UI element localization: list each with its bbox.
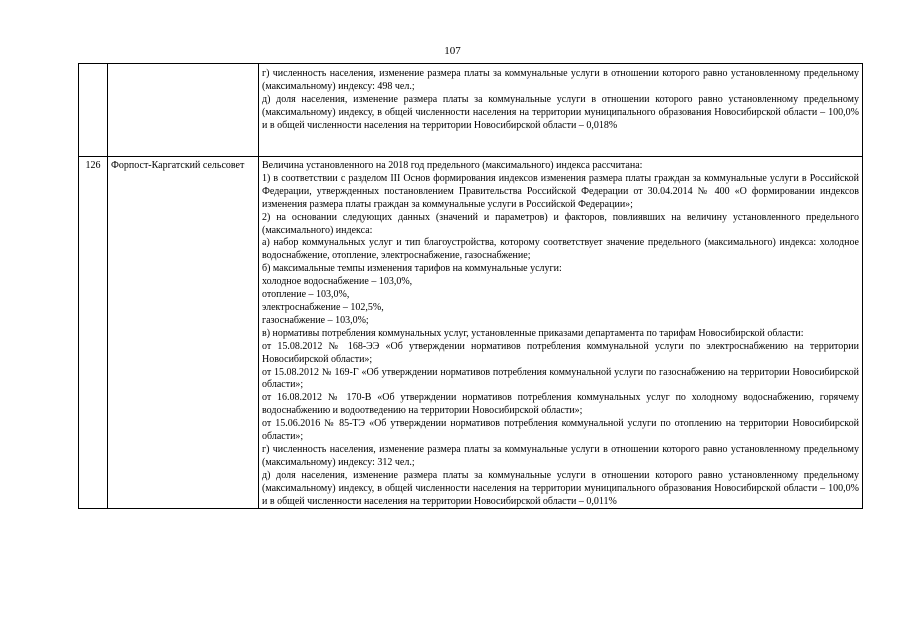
paragraph-item-1: 1) в соответствии с разделом III Основ формирования индексов изменения размера платы граждан за коммунальные услуги в Российской Федерации, утвержденных постановлением Правительства Российской Федерации от 30.04.2014 № 400 «О формировании индексов изменения размера платы граждан за коммунальные услуги в Российской Федерации»;	[262, 172, 859, 210]
paragraph-population-share: д) доля населения, изменение размера платы за коммунальные услуги в отношении которого равно установленному предельному (максимальному) индексу, в общей численности населения на территории муниципального образования Новосибирской области – 100,0% и в общей численности населения на территории Новосибирской области – 0,011%	[262, 469, 859, 507]
paragraph-rate-cold-water: холодное водоснабжение – 103,0%,	[262, 276, 413, 288]
paragraph-services-set: а) набор коммунальных услуг и тип благоустройства, которому соответствует значение предельного (максимального) индекса: холодное водоснабжение, отопление, электроснабжение, газоснабжение;	[262, 237, 859, 262]
paragraph-population-share: д) доля населения, изменение размера платы за коммунальные услуги в отношении которого равно установленному предельному (максимальному) индексу, в общей численности населения на территории муниципального образования Новосибирской области – 100,0% и в общей численности населения на территории Новосибирской области – 0,018%	[262, 93, 859, 131]
row-number-cell	[79, 64, 108, 157]
paragraph-population: г) численность населения, изменение размера платы за коммунальные услуги в отношении которого равно установленному предельному (максимальному) индексу: 312 чел.;	[262, 443, 859, 468]
paragraph-order-85: от 15.06.2016 № 85-ТЭ «Об утверждении нормативов потребления коммунальной услуги по отоплению на территории Новосибирской области»;	[262, 418, 859, 443]
table-row	[79, 64, 863, 157]
paragraph-rate-electricity: электроснабжение – 102,5%,	[262, 301, 384, 313]
table-row	[79, 157, 863, 509]
municipality-name-cell	[108, 64, 259, 157]
paragraph-order-170: от 16.08.2012 № 170-В «Об утверждении нормативов потребления коммунальных услуг по холодному водоснабжению, горячему водоснабжению и водоотведению на территории Новосибирской области»;	[262, 392, 859, 417]
paragraph-rate-heating: отопление – 103,0%,	[262, 289, 350, 301]
paragraph-population: г) численность населения, изменение размера платы за коммунальные услуги в отношении которого равно установленному предельному (максимальному) индексу: 498 чел.;	[262, 68, 859, 92]
paragraph-item-2: 2) на основании следующих данных (значений и параметров) и факторов, повлиявших на величину установленного предельного (максимального) индекса:	[262, 211, 859, 236]
tariff-index-table	[78, 63, 863, 509]
paragraph-order-168: от 15.08.2012 № 168-ЭЭ «Об утверждении нормативов потребления коммунальной услуги по электроснабжению на территории Новосибирской области»;	[262, 340, 859, 365]
page-number: 107	[444, 45, 461, 57]
paragraph-rate-gas: газоснабжение – 103,0%;	[262, 314, 369, 326]
row-number-cell: 126	[79, 157, 108, 509]
paragraph-norms-heading: в) нормативы потребления коммунальных услуг, установленные приказами департамента по тарифам Новосибирской области:	[262, 327, 804, 339]
description-cell	[259, 157, 863, 509]
description-cell	[259, 64, 863, 157]
paragraph-tariff-rates-heading: б) максимальные темпы изменения тарифов на коммунальные услуги:	[262, 263, 562, 275]
paragraph-order-169: от 15.08.2012 № 169-Г «Об утверждении нормативов потребления коммунальной услуги по газоснабжению на территории Новосибирской области»;	[262, 366, 859, 391]
paragraph-intro: Величина установленного на 2018 год предельного (максимального) индекса рассчитана:	[262, 160, 643, 171]
municipality-name-cell: Форпост-Каргатский сельсовет	[108, 157, 259, 509]
